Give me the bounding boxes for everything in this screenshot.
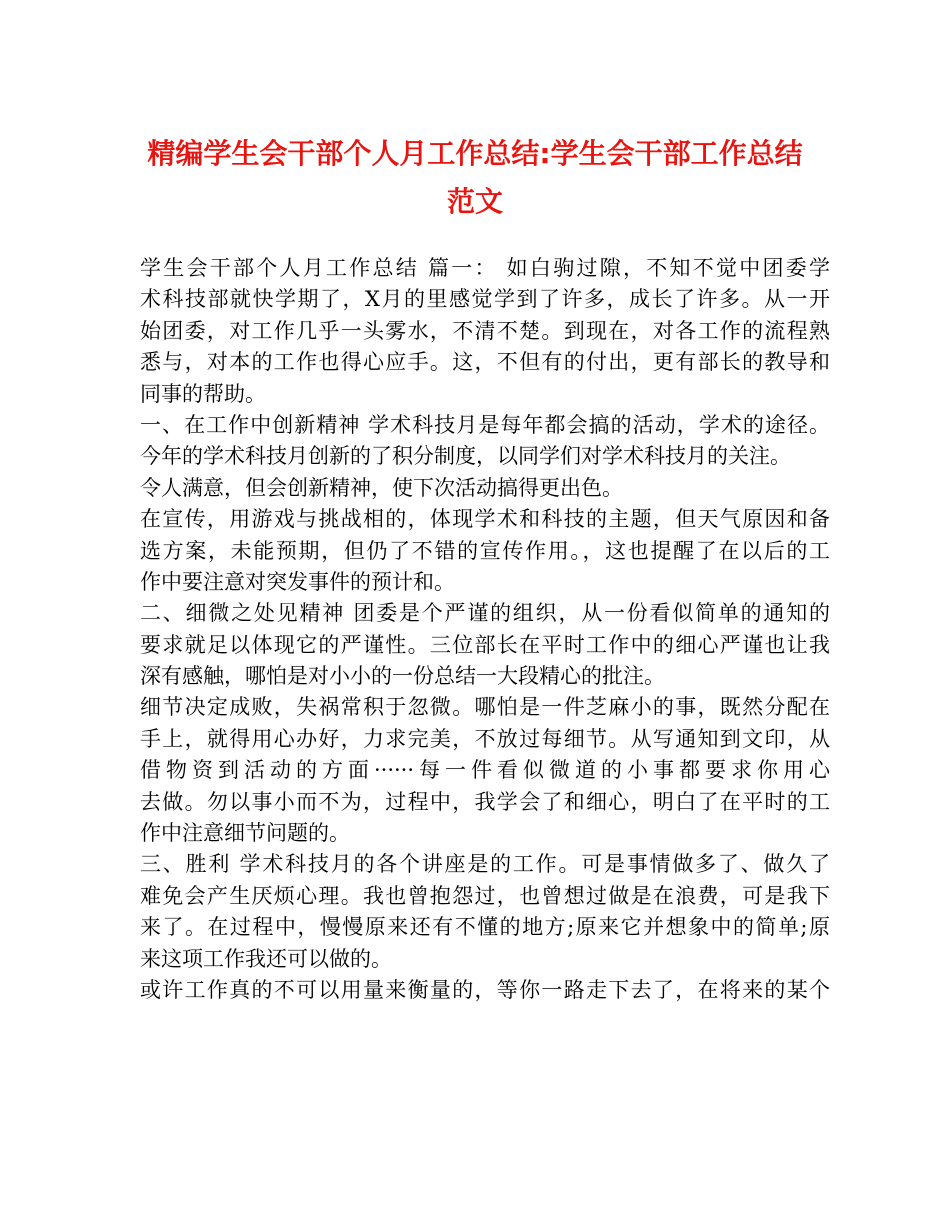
body-line: 作中注意细节问题的。 — [140, 821, 350, 846]
body-line: 深有感触，哪怕是对小小的一份总结一大段精心的批注。 — [140, 664, 665, 689]
body-line: 始团委，对工作几乎一头雾水，不清不楚。到现在，对各工作的流程熟 — [140, 318, 830, 343]
body-line: 二、细微之处见精神 团委是个严谨的组织，从一份看似简单的通知的 — [140, 601, 830, 626]
body-line: 悉与，对本的工作也得心应手。这，不但有的付出，更有部长的教导和 — [140, 350, 830, 375]
body-line: 要求就足以体现它的严谨性。三位部长在平时工作中的细心严谨也让我 — [140, 632, 830, 657]
body-line: 今年的学术科技月创新的了积分制度，以同学们对学术科技月的关注。 — [140, 444, 791, 469]
body-line: 借物资到活动的方面······每一件看似微道的小事都要求你用心 — [140, 758, 830, 783]
body-line: 细节决定成败，失祸常积于忽微。哪怕是一件芝麻小的事，既然分配在 — [140, 695, 830, 720]
body-line: 术科技部就快学期了，X月的里感觉学到了许多，成长了许多。从一开 — [140, 287, 830, 312]
body-line: 来了。在过程中，慢慢原来还有不懂的地方;原来它并想象中的简单;原 — [140, 915, 830, 940]
body-line: 在宣传，用游戏与挑战相的，体现学术和科技的主题，但天气原因和备 — [140, 507, 830, 532]
body-line: 作中要注意对突发事件的预计和。 — [140, 569, 455, 594]
body-line: 学生会干部个人月工作总结 篇一： 如白驹过隙，不知不觉中团委学 — [140, 256, 830, 280]
body-line: 来这项工作我还可以做的。 — [140, 946, 392, 971]
title-line-2: 范文 — [446, 185, 503, 218]
body-line: 三、胜利 学术科技月的各个讲座是的工作。可是事情做多了、做久了 — [140, 852, 830, 877]
body-line: 手上，就得用心办好，力求完美，不放过每细节。从写通知到文印，从 — [140, 726, 830, 751]
body-line: 难免会产生厌烦心理。我也曾抱怨过，也曾想过做是在浪费，可是我下 — [140, 883, 830, 908]
document-body — [140, 253, 830, 1006]
body-line: 去做。勿以事小而不为，过程中，我学会了和细心，明白了在平时的工 — [140, 789, 830, 814]
body-line: 选方案，未能预期，但仍了不错的宣传作用。，这也提醒了在以后的工 — [140, 538, 830, 563]
body-line: 或许工作真的不可以用量来衡量的，等你一路走下去了，在将来的某个 — [140, 977, 830, 1002]
body-line: 同事的帮助。 — [140, 381, 266, 406]
page-title — [120, 130, 830, 226]
body-line: 令人满意，但会创新精神，使下次活动搞得更出色。 — [140, 475, 623, 500]
title-line-1: 精编学生会干部个人月工作总结:学生会干部工作总结 — [147, 137, 803, 170]
body-line: 一、在工作中创新精神 学术科技月是每年都会搞的活动，学术的途径。 — [140, 412, 830, 437]
